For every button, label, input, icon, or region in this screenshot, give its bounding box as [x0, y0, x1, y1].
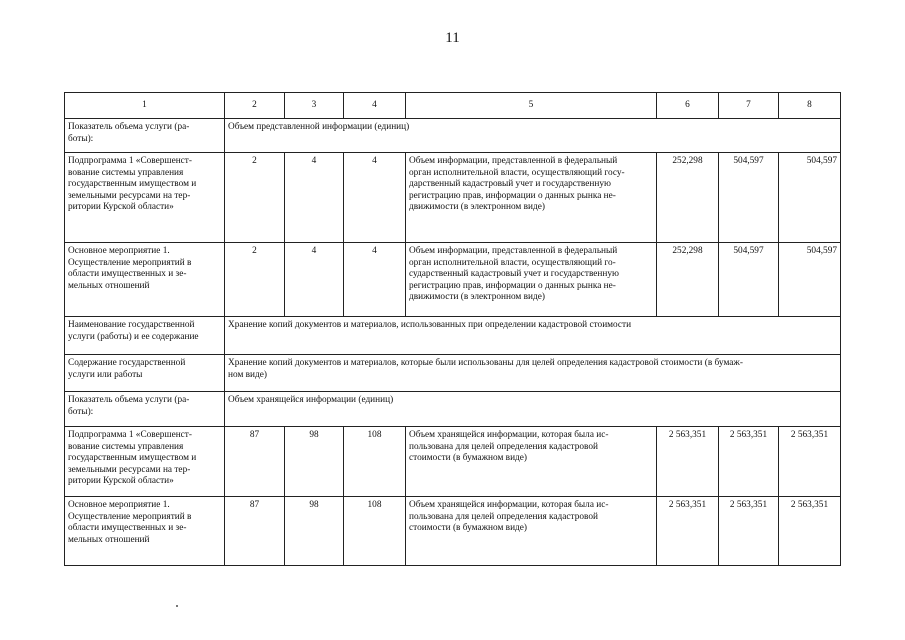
column-header: 3 — [285, 93, 344, 119]
section-text: Объем хранящейся информации (единиц) — [225, 392, 841, 427]
row-label: Наименование государственной услуги (работы) и ее содержание — [65, 317, 225, 355]
section-text: Объем представленной информации (единиц) — [225, 119, 841, 153]
scan-speck — [176, 605, 178, 607]
cell-value: 504,597 — [719, 243, 779, 317]
cell-value: 4 — [285, 153, 344, 243]
data-row — [65, 153, 841, 243]
indicator-description: Объем хранящейся информации, которая была ис- пользована для целей определения кадастровой стоимости (в бумажном виде) — [406, 497, 657, 566]
column-header: 6 — [657, 93, 719, 119]
page-number: 11 — [445, 30, 460, 46]
cell-value: 2 — [225, 243, 285, 317]
cell-value: 252,298 — [657, 153, 719, 243]
column-header: 2 — [225, 93, 285, 119]
cell-value: 4 — [285, 243, 344, 317]
services-table — [64, 92, 841, 566]
cell-value: 108 — [344, 427, 406, 497]
column-header: 5 — [406, 93, 657, 119]
cell-value: 98 — [285, 427, 344, 497]
row-label: Основное мероприятие 1. Осуществление мероприятий в области имущественных и зе- мельных отношений — [65, 243, 225, 317]
cell-value: 2 — [225, 153, 285, 243]
indicator-description: Объем информации, представленной в федеральный орган исполнительной власти, осуществляющий го- сударственный кадастровый учет и государственную регистрацию прав, информации о данных рынка не- движимости (в электронном виде) — [406, 243, 657, 317]
cell-value: 98 — [285, 497, 344, 566]
row-label: Показатель объема услуги (ра- боты): — [65, 392, 225, 427]
indicator-description: Объем хранящейся информации, которая была ис- пользована для целей определения кадастровой стоимости (в бумажном виде) — [406, 427, 657, 497]
section-row — [65, 355, 841, 392]
cell-value: 504,597 — [779, 243, 841, 317]
section-row — [65, 392, 841, 427]
cell-value: 4 — [344, 243, 406, 317]
data-row — [65, 427, 841, 497]
row-label: Содержание государственной услуги или работы — [65, 355, 225, 392]
data-row — [65, 243, 841, 317]
data-row — [65, 497, 841, 566]
cell-value: 4 — [344, 153, 406, 243]
column-header-row — [65, 93, 841, 119]
column-header: 4 — [344, 93, 406, 119]
cell-value: 504,597 — [779, 153, 841, 243]
cell-value: 252,298 — [657, 243, 719, 317]
cell-value: 2 563,351 — [779, 497, 841, 566]
section-row — [65, 119, 841, 153]
cell-value: 87 — [225, 497, 285, 566]
column-header: 7 — [719, 93, 779, 119]
section-text: Хранение копий документов и материалов, которые были использованы для целей определения кадастровой стоимости (в бумаж- ном виде) — [225, 355, 841, 392]
row-label: Показатель объема услуги (ра- боты): — [65, 119, 225, 153]
row-label: Основное мероприятие 1. Осуществление мероприятий в области имущественных и зе- мельных отношений — [65, 497, 225, 566]
column-header: 8 — [779, 93, 841, 119]
cell-value: 504,597 — [719, 153, 779, 243]
cell-value: 2 563,351 — [657, 427, 719, 497]
section-row — [65, 317, 841, 355]
column-header: 1 — [65, 93, 225, 119]
row-label: Подпрограмма 1 «Совершенст- вование системы управления государственным имуществом и земельными ресурсами на тер- ритории Курской области» — [65, 427, 225, 497]
cell-value: 2 563,351 — [657, 497, 719, 566]
cell-value: 87 — [225, 427, 285, 497]
cell-value: 2 563,351 — [719, 427, 779, 497]
section-text: Хранение копий документов и материалов, использованных при определении кадастровой стоимости — [225, 317, 841, 355]
indicator-description: Объем информации, представленной в федеральный орган исполнительной власти, осуществляющий госу- дарственный кадастровый учет и государственную регистрацию прав, информации о данных рынка не- движимости (в электронном виде) — [406, 153, 657, 243]
row-label: Подпрограмма 1 «Совершенст- вование системы управления государственным имуществом и земельными ресурсами на тер- ритории Курской области» — [65, 153, 225, 243]
cell-value: 2 563,351 — [779, 427, 841, 497]
cell-value: 108 — [344, 497, 406, 566]
cell-value: 2 563,351 — [719, 497, 779, 566]
